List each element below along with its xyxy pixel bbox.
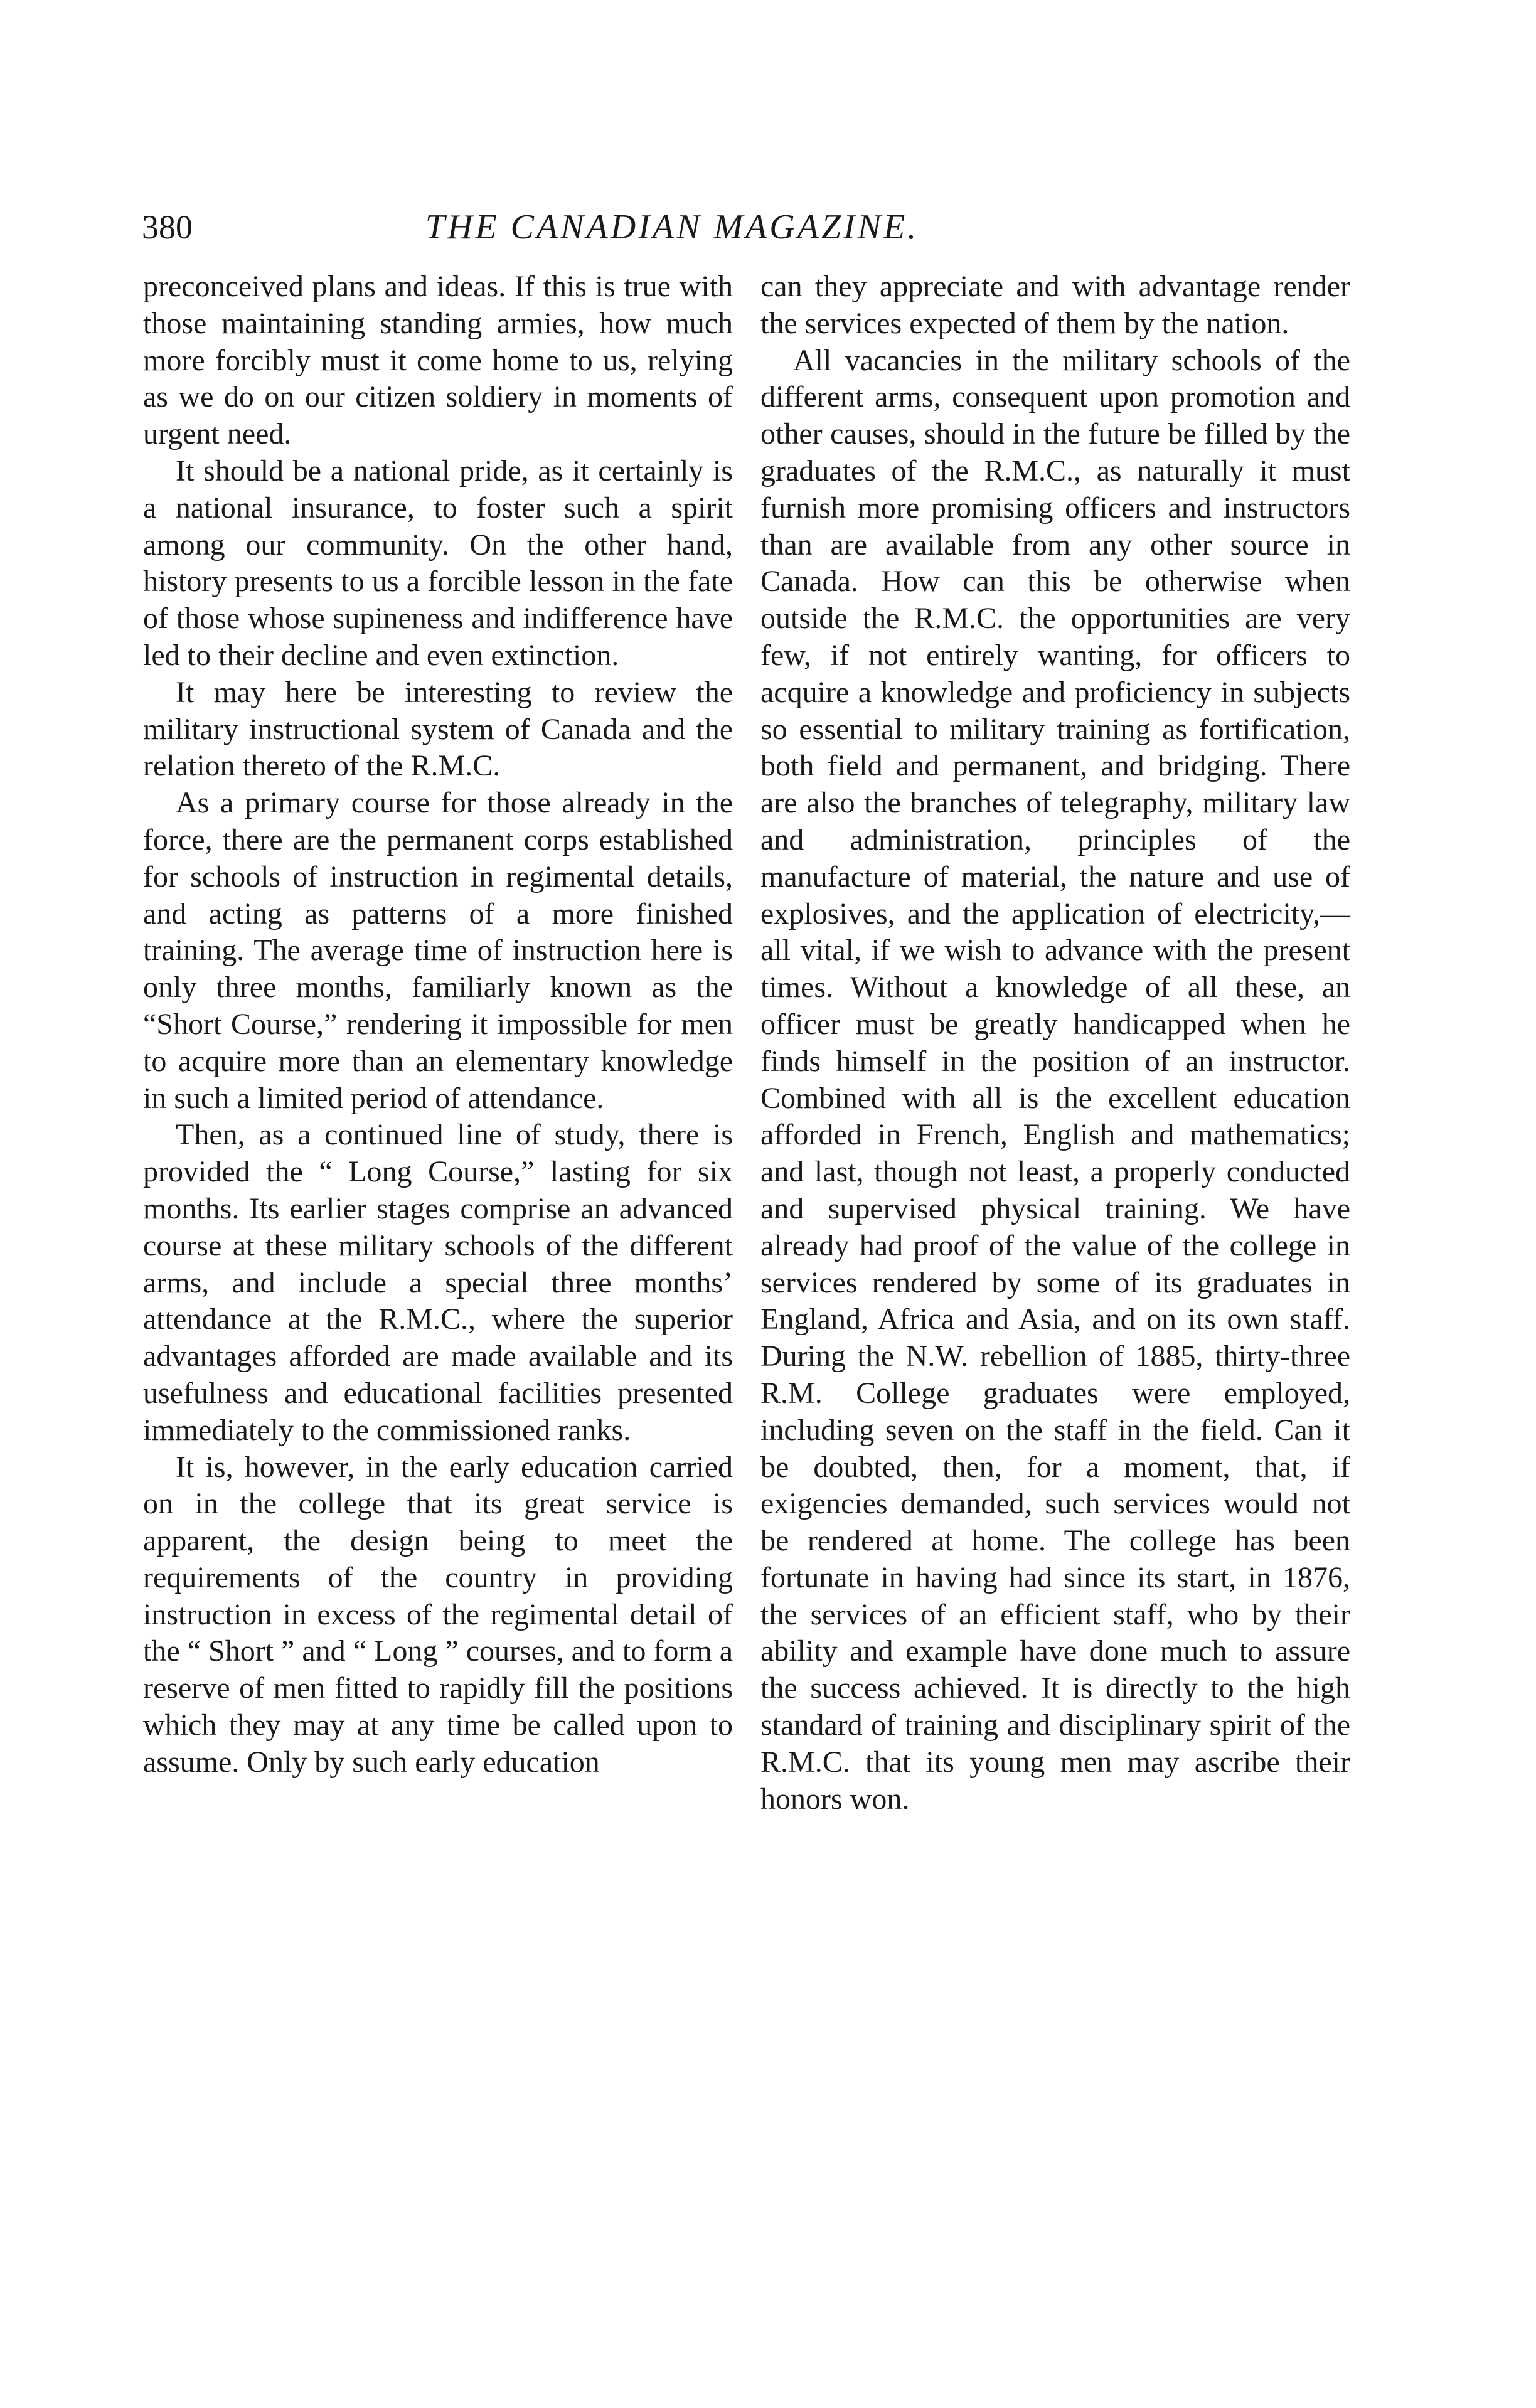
- paragraph: All vacancies in the military schools of the different arms, consequent upon promotion and other causes, should in the future be filled by the graduates of the R.M.C., as naturally it must furnish more promising officers and instructors than are available from any other source in Canada. How can this be otherwise when outside the R.M.C. the opportunities are very few, if not entirely wanting, for officers to acquire a knowledge and proficiency in subjects so essential to military training as fortification, both field and permanent, and bridging. There are also the branches of telegraphy, military law and administration, principles of the manufacture of material, the nature and use of explosives, and the application of electricity,—all vital, if we wish to advance with the present times. Without a knowledge of all these, an officer must be greatly handicapped when he finds himself in the position of an instructor. Combined with all is the excellent education afforded in French, English and mathematics; and last, though not least, a properly conducted and supervised physical training. We have already had proof of the value of the college in services rendered by some of its graduates in England, Africa and Asia, and on its own staff. During the N.W. rebellion of 1885, thirty-three R.M. College graduates were employed, including seven on the staff in the field. Can it be doubted, then, for a moment, that, if exigencies demanded, such services would not be rendered at home. The college has been fortunate in having had since its start, in 1876, the services of an efficient staff, who by their ability and example have done much to assure the success achieved. It is directly to the high standard of training and disciplinary spirit of the R.M.C. that its young men may ascribe their honors won.: [760, 343, 1350, 1816]
- paragraph: As a primary course for those already in the force, there are the permanent corps established for schools of instruction in regimental details, and acting as patterns of a more finished training. The average time of instruction here is only three months, familiarly known as the “Short Course,” rendering it impossible for men to acquire more than an elementary knowledge in such a limited period of attendance.: [143, 786, 733, 1115]
- left-column: [143, 269, 733, 1781]
- paragraph: Then, as a continued line of study, there is provided the “ Long Course,” lasting for six months. Its earlier stages comprise an advanced course at these military schools of the different arms, and include a special three months’ attendance at the R.M.C., where the superior advantages afforded are made available and its usefulness and educational facilities presented immediately to the commissioned ranks.: [143, 1118, 733, 1447]
- paragraph: It should be a national pride, as it certainly is a national insurance, to foster such a spirit among our community. On the other hand, history presents to us a forcible lesson in the fate of those whose supineness and indifference have led to their decline and even extinction.: [143, 454, 733, 672]
- right-column: [760, 269, 1350, 1818]
- page-number: 380: [142, 208, 193, 246]
- paragraph: preconceived plans and ideas. If this is true with those maintaining standing armies, how much more forcibly must it come home to us, relying as we do on our citizen soldiery in moments of urgent need.: [143, 270, 733, 451]
- paragraph: It is, however, in the early education carried on in the college that its great service is apparent, the design being to meet the requirements of the country in providing instruction in excess of the regimental detail of the “ Short ” and “ Long ” courses, and to form a reserve of men fitted to rapidly fill the positions which they may at any time be called upon to assume. Only by such early education: [143, 1450, 733, 1779]
- running-title: THE CANADIAN MAGAZINE.: [425, 208, 919, 247]
- page-header: [142, 202, 1202, 252]
- paragraph: can they appreciate and with advantage render the services expected of them by the nation.: [760, 270, 1350, 340]
- paragraph: It may here be interesting to review the military instructional system of Canada and the relation thereto of the R.M.C.: [143, 675, 733, 783]
